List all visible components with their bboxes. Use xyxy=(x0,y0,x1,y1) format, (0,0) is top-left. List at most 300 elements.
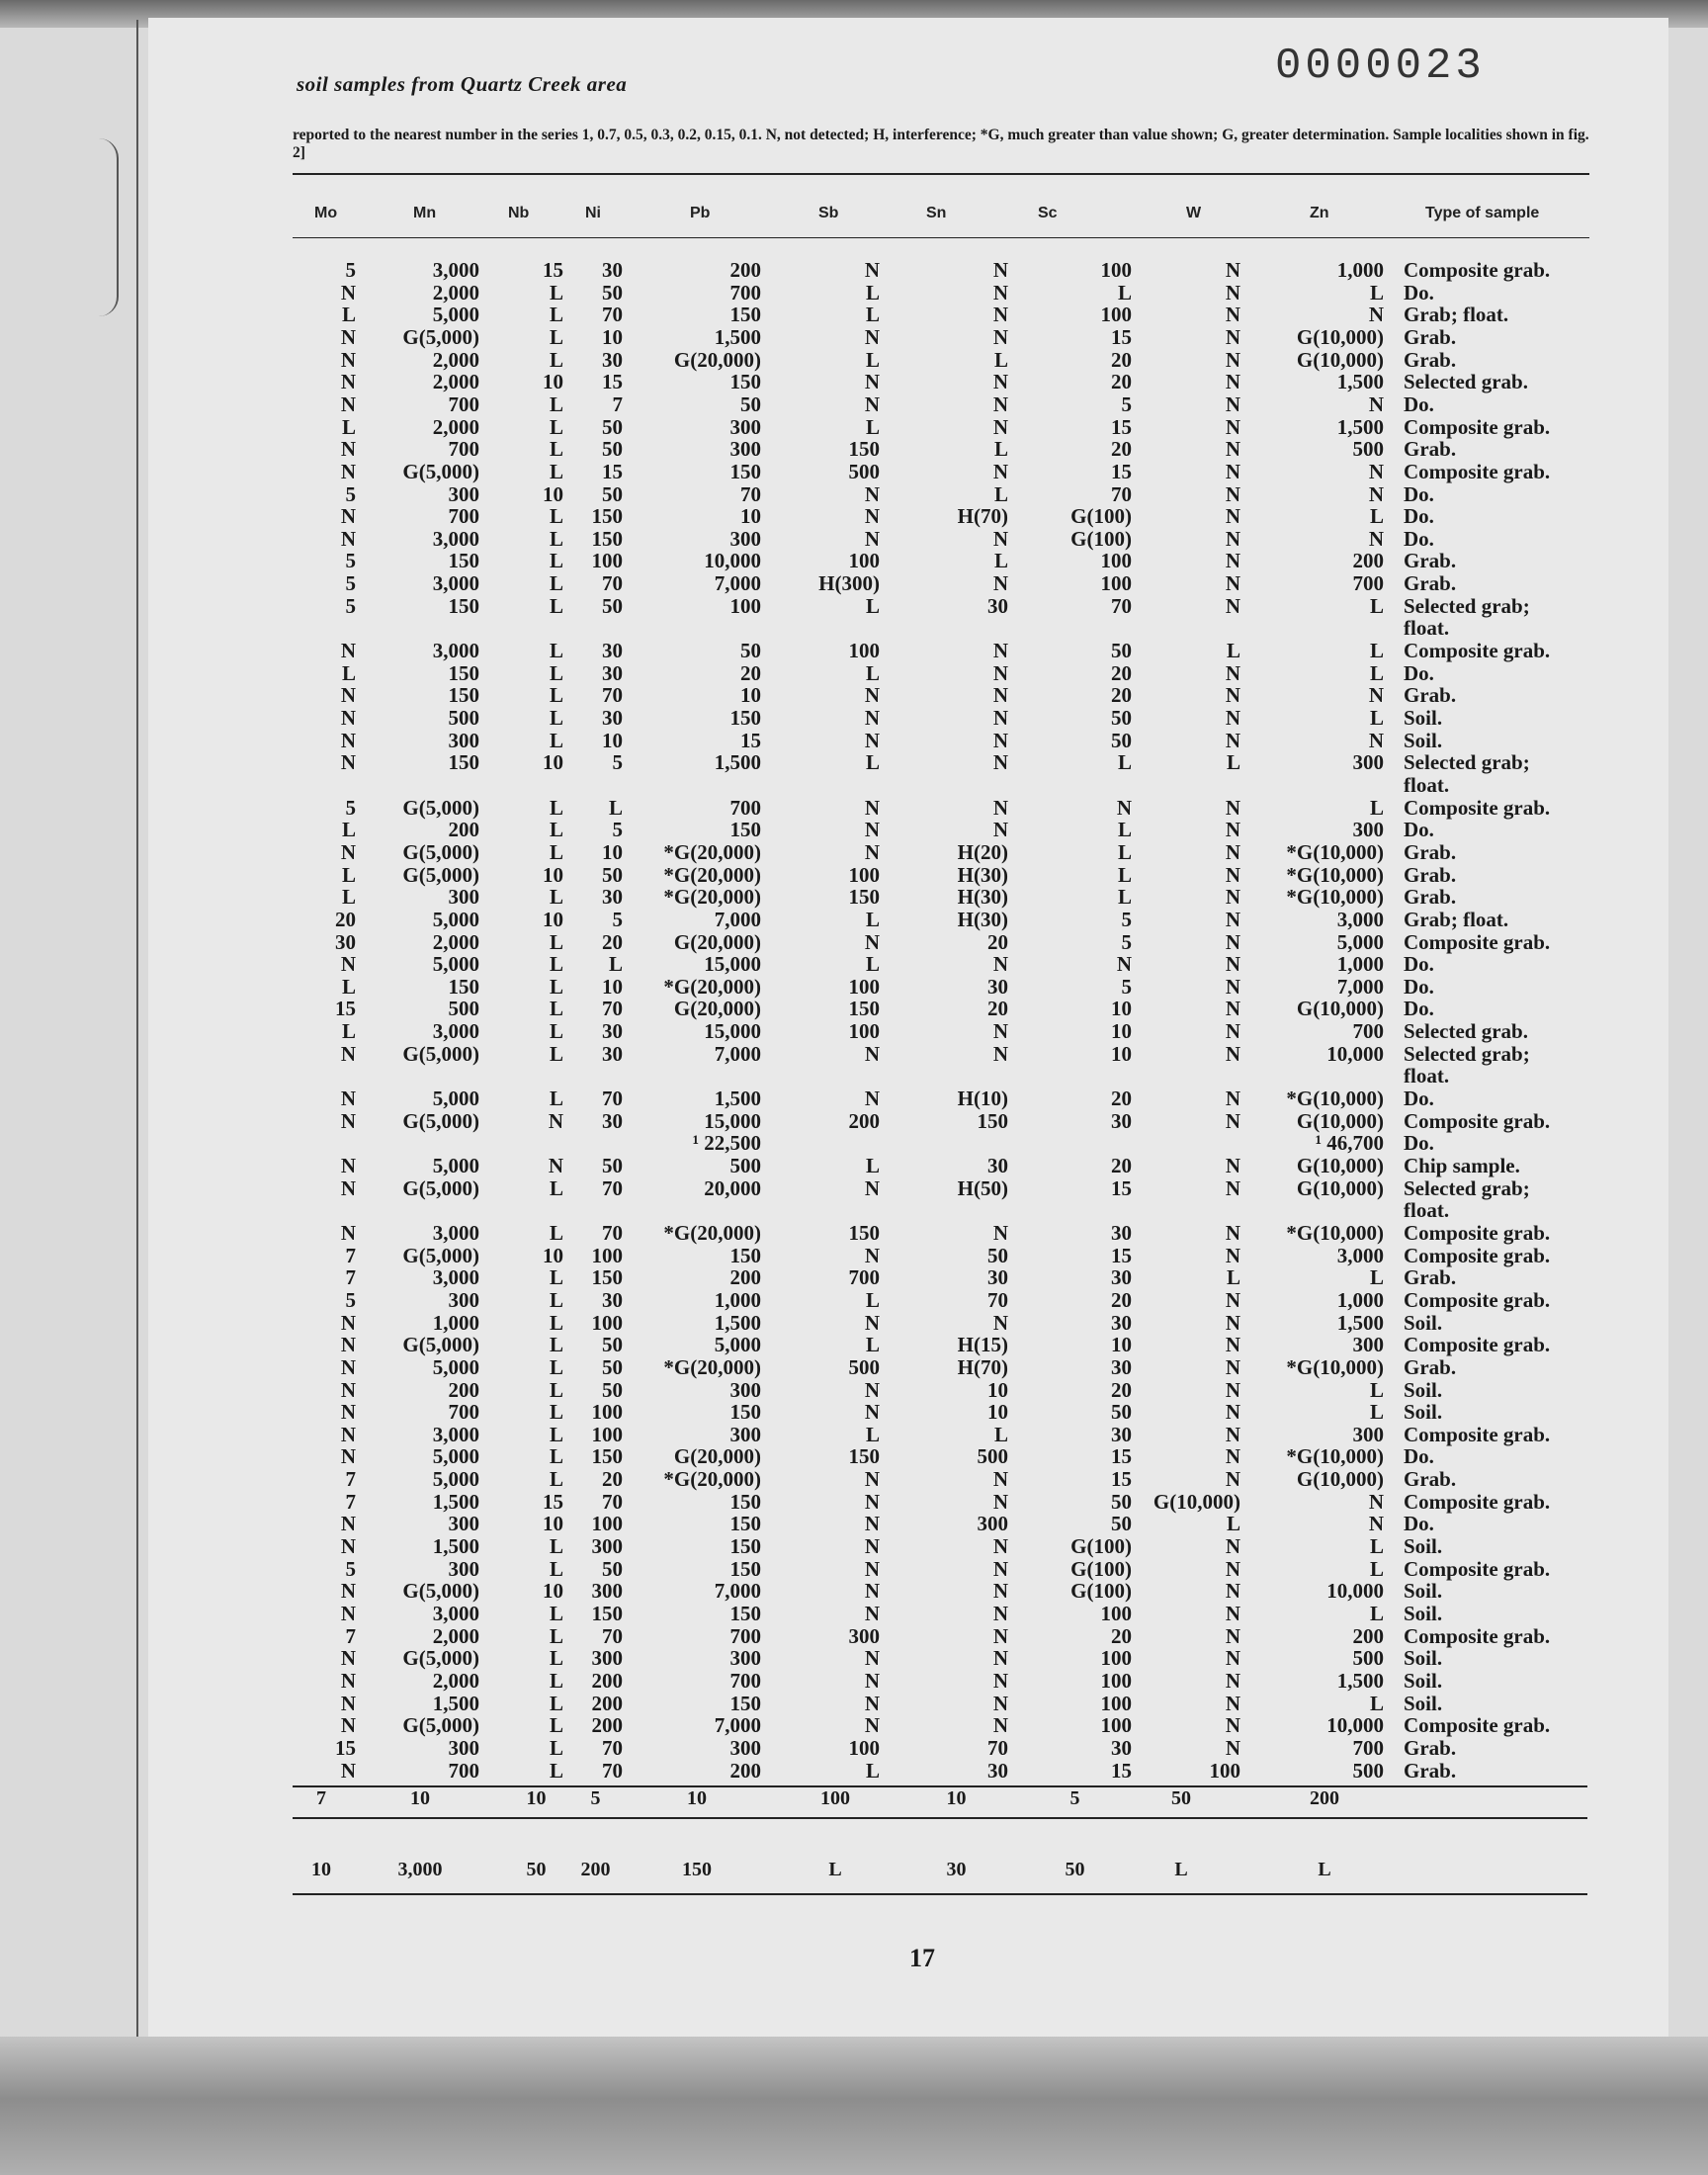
cell-sn: N xyxy=(992,281,1008,304)
cell-sn: N xyxy=(992,706,1008,730)
cell-sn: N xyxy=(992,1557,1008,1581)
cell-mo: N xyxy=(340,325,356,349)
cell-zn: N xyxy=(1368,729,1384,752)
cell-w: N xyxy=(1225,1154,1240,1177)
cell-nb: L xyxy=(549,1602,563,1625)
cell-w: N xyxy=(1225,885,1240,909)
cell-mn: G(5,000) xyxy=(402,1244,479,1267)
cell-sc: 30 xyxy=(1111,1311,1132,1335)
cell-mo: N xyxy=(340,750,356,774)
cell-sc: G(100) xyxy=(1070,1557,1132,1581)
cell-sb: 200 xyxy=(848,1109,880,1133)
cell-zn: N xyxy=(1368,392,1384,416)
cell-nb: L xyxy=(549,460,563,483)
cell-sc: 50 xyxy=(1111,639,1132,662)
cell-nb: 10 xyxy=(543,908,563,931)
table-row xyxy=(0,1445,1708,1467)
cell-ni: 30 xyxy=(602,885,623,909)
cell-nb: L xyxy=(549,796,563,820)
cell-w: N xyxy=(1225,1646,1240,1670)
cell-sc: 5 xyxy=(1069,1787,1080,1809)
cell-sn: N xyxy=(992,460,1008,483)
cell-w: N xyxy=(1225,460,1240,483)
cell-sn: N xyxy=(992,303,1008,326)
cell-mo: 7 xyxy=(316,1787,326,1809)
cell-mo: N xyxy=(340,527,356,551)
cell-mn: 300 xyxy=(448,1557,479,1581)
table-row xyxy=(0,1132,1708,1154)
cell-sc: L xyxy=(1117,281,1132,304)
cell-nb: L xyxy=(549,1736,563,1760)
cell-type-of-sample: Soil. xyxy=(1404,1534,1443,1558)
cell-mo: N xyxy=(340,1512,356,1535)
cell-pb: 5,000 xyxy=(714,1333,761,1356)
cell-sn: N xyxy=(992,1311,1008,1335)
cell-zn: 1,000 xyxy=(1336,952,1384,976)
cell-sb: 100 xyxy=(848,1019,880,1043)
cell-ni: 20 xyxy=(602,1467,623,1491)
cell-nb: L xyxy=(549,1087,563,1110)
cell-mn: 1,500 xyxy=(432,1692,479,1715)
cell-sb: N xyxy=(864,683,880,707)
document-number: 0000023 xyxy=(1275,42,1486,91)
table-row xyxy=(0,1312,1708,1334)
table-row xyxy=(0,998,1708,1019)
cell-mo: N xyxy=(340,952,356,976)
rule-top xyxy=(293,173,1589,175)
cell-zn: 200 xyxy=(1352,549,1384,572)
cell-w: N xyxy=(1225,549,1240,572)
cell-mo: N xyxy=(340,1378,356,1402)
cell-sn: H(15) xyxy=(957,1333,1008,1356)
cell-sb: N xyxy=(864,818,880,841)
cell-mo: L xyxy=(341,303,356,326)
cell-sn: N xyxy=(992,729,1008,752)
cell-w: N xyxy=(1225,281,1240,304)
cell-ni: 5 xyxy=(590,1787,601,1809)
cell-zn: 200 xyxy=(1352,1624,1384,1648)
cell-mo: N xyxy=(340,1579,356,1603)
column-header-mn: Mn xyxy=(413,205,437,221)
cell-type-of-sample: Do. xyxy=(1404,1512,1434,1535)
cell-mn: 3,000 xyxy=(432,1221,479,1245)
cell-sn: N xyxy=(992,683,1008,707)
cell-mn: 5,000 xyxy=(432,1355,479,1379)
table-row xyxy=(0,774,1708,796)
cell-nb: 10 xyxy=(543,1579,563,1603)
cell-sn: 70 xyxy=(987,1288,1008,1312)
cell-type-of-sample: Soil. xyxy=(1404,1602,1443,1625)
cell-w: N xyxy=(1225,1176,1240,1200)
cell-nb: L xyxy=(549,1713,563,1737)
cell-nb: 10 xyxy=(543,750,563,774)
cell-type-of-sample: Grab; float. xyxy=(1404,908,1509,931)
cell-mo: 7 xyxy=(345,1467,356,1491)
cell-pb: 300 xyxy=(729,1378,761,1402)
cell-mo: N xyxy=(340,1692,356,1715)
cell-type-of-sample: Grab. xyxy=(1404,348,1457,372)
cell-nb: L xyxy=(549,504,563,528)
cell-sb: N xyxy=(864,1176,880,1200)
cell-type-of-sample: Do. xyxy=(1404,1444,1434,1468)
cell-w: N xyxy=(1225,594,1240,618)
cell-sc: 20 xyxy=(1111,661,1132,685)
cell-type-of-sample: Composite grab. xyxy=(1404,1624,1551,1648)
cell-ni: 30 xyxy=(602,1109,623,1133)
cell-nb: L xyxy=(549,1355,563,1379)
table-row xyxy=(0,416,1708,438)
cell-nb: L xyxy=(549,1467,563,1491)
cell-sb: N xyxy=(864,729,880,752)
cell-pb: 150 xyxy=(729,1557,761,1581)
table-row xyxy=(0,730,1708,751)
cell-zn: 500 xyxy=(1352,1646,1384,1670)
cell-type-of-sample: Grab. xyxy=(1404,885,1457,909)
cell-pb: *G(20,000) xyxy=(663,1221,761,1245)
table-row xyxy=(0,1266,1708,1288)
cell-w: N xyxy=(1225,661,1240,685)
cell-sc: 15 xyxy=(1111,1176,1132,1200)
table-row xyxy=(0,1289,1708,1311)
cell-zn: G(10,000) xyxy=(1296,1467,1384,1491)
cell-zn: L xyxy=(1369,594,1384,618)
cell-mo: 30 xyxy=(335,930,356,954)
cell-pb: 15 xyxy=(740,729,761,752)
cell-sb: N xyxy=(864,1378,880,1402)
cell-sc: 50 xyxy=(1111,1512,1132,1535)
cell-type-of-sample: Composite grab. xyxy=(1404,1288,1551,1312)
cell-zn: 1,500 xyxy=(1336,370,1384,393)
cell-type-of-sample: Composite grab. xyxy=(1404,930,1551,954)
cell-zn: L xyxy=(1369,706,1384,730)
cell-mn: 2,000 xyxy=(432,415,479,439)
cell-sb: N xyxy=(864,1692,880,1715)
cell-type-of-sample: Composite grab. xyxy=(1404,1423,1551,1446)
cell-sc: 20 xyxy=(1111,1087,1132,1110)
cell-zn: 1,500 xyxy=(1336,1311,1384,1335)
scan-bottom-edge xyxy=(0,2037,1708,2175)
cell-mn: 300 xyxy=(448,885,479,909)
cell-nb: L xyxy=(549,1557,563,1581)
cell-sn: 30 xyxy=(987,1759,1008,1783)
cell-mn: 5,000 xyxy=(432,952,479,976)
cell-ni: L xyxy=(608,952,623,976)
cell-sc: 50 xyxy=(1065,1859,1085,1880)
cell-sb: 150 xyxy=(848,1221,880,1245)
cell-mn: G(5,000) xyxy=(402,1042,479,1066)
cell-mo: 5 xyxy=(345,796,356,820)
cell-pb: 300 xyxy=(729,1736,761,1760)
cell-nb: L xyxy=(549,1378,563,1402)
cell-zn: N xyxy=(1368,527,1384,551)
cell-sn: H(20) xyxy=(957,840,1008,864)
cell-w: N xyxy=(1225,930,1240,954)
cell-ni: 70 xyxy=(602,303,623,326)
cell-pb: 200 xyxy=(729,1265,761,1289)
cell-mo: N xyxy=(340,460,356,483)
cell-sb: 100 xyxy=(848,639,880,662)
cell-zn: G(10,000) xyxy=(1296,325,1384,349)
table-row xyxy=(0,1625,1708,1647)
cell-nb: L xyxy=(549,1423,563,1446)
cell-sc: 5 xyxy=(1121,975,1132,999)
cell-sb: 100 xyxy=(848,549,880,572)
cell-ni: 50 xyxy=(602,863,623,887)
cell-ni: 30 xyxy=(602,258,623,282)
cell-zn: L xyxy=(1369,1602,1384,1625)
cell-sb: N xyxy=(864,840,880,864)
cell-pb: 10,000 xyxy=(704,549,761,572)
cell-nb: N xyxy=(548,1154,563,1177)
cell-pb: 150 xyxy=(729,303,761,326)
cell-nb: 50 xyxy=(526,1859,547,1880)
cell-mo: 15 xyxy=(335,1736,356,1760)
cell-zn: *G(10,000) xyxy=(1286,840,1384,864)
cell-sn: N xyxy=(992,258,1008,282)
cell-ni: 15 xyxy=(602,370,623,393)
table-row xyxy=(0,1580,1708,1602)
cell-sc: 20 xyxy=(1111,437,1132,461)
cell-sb: N xyxy=(864,1534,880,1558)
table-row xyxy=(0,304,1708,325)
cell-type-of-sample: Chip sample. xyxy=(1404,1154,1520,1177)
cell-sb: L xyxy=(865,1154,880,1177)
cell-ni: 150 xyxy=(591,527,623,551)
cell-w: N xyxy=(1225,863,1240,887)
cell-sn: N xyxy=(992,1579,1008,1603)
table-row xyxy=(0,1177,1708,1199)
cell-ni: 150 xyxy=(591,1265,623,1289)
cell-mn: 1,000 xyxy=(432,1311,479,1335)
cell-type-of-sample: Grab. xyxy=(1404,437,1457,461)
cell-mn: 150 xyxy=(448,975,479,999)
cell-ni: 200 xyxy=(591,1692,623,1715)
cell-sn: N xyxy=(992,1534,1008,1558)
cell-type-of-sample: Composite grab. xyxy=(1404,415,1551,439)
cell-nb: L xyxy=(549,1444,563,1468)
cell-sn: N xyxy=(992,1713,1008,1737)
cell-nb: L xyxy=(549,930,563,954)
cell-zn: 500 xyxy=(1352,1759,1384,1783)
cell-zn: L xyxy=(1369,504,1384,528)
cell-pb: 700 xyxy=(729,1669,761,1693)
cell-sc: 50 xyxy=(1111,706,1132,730)
table-row xyxy=(0,1043,1708,1065)
cell-nb: L xyxy=(549,1288,563,1312)
cell-mo: 5 xyxy=(345,258,356,282)
cell-w: N xyxy=(1225,908,1240,931)
page-number: 17 xyxy=(909,1944,935,1972)
cell-sn: 30 xyxy=(987,1265,1008,1289)
table-title: soil samples from Quartz Creek area xyxy=(297,72,628,96)
cell-sn: 10 xyxy=(987,1378,1008,1402)
cell-sn: N xyxy=(992,392,1008,416)
cell-ni: L xyxy=(608,796,623,820)
cell-ni: 70 xyxy=(602,1624,623,1648)
cell-w: N xyxy=(1225,1423,1240,1446)
cell-zn: *G(10,000) xyxy=(1286,863,1384,887)
cell-zn: N xyxy=(1368,303,1384,326)
table-row xyxy=(0,505,1708,527)
cell-mo: L xyxy=(341,415,356,439)
cell-sb: N xyxy=(864,1602,880,1625)
cell-zn: *G(10,000) xyxy=(1286,1087,1384,1110)
cell-w: N xyxy=(1225,975,1240,999)
cell-sc: 20 xyxy=(1111,1378,1132,1402)
cell-ni: 70 xyxy=(602,1759,623,1783)
cell-nb: L xyxy=(549,975,563,999)
cell-sc: 30 xyxy=(1111,1109,1132,1133)
cell-mo: N xyxy=(340,1534,356,1558)
cell-sc: 50 xyxy=(1111,729,1132,752)
cell-pb: 10 xyxy=(740,683,761,707)
cell-mo: L xyxy=(341,1019,356,1043)
cell-type-of-sample: Composite grab. xyxy=(1404,1713,1551,1737)
cell-w: N xyxy=(1225,303,1240,326)
cell-mn: 2,000 xyxy=(432,370,479,393)
cell-sn: H(30) xyxy=(957,908,1008,931)
cell-mn: 5,000 xyxy=(432,1154,479,1177)
cell-type-of-sample: Grab. xyxy=(1404,1265,1457,1289)
cell-zn: 3,000 xyxy=(1336,1244,1384,1267)
cell-w: N xyxy=(1225,392,1240,416)
cell-w: N xyxy=(1225,706,1240,730)
table-row xyxy=(0,640,1708,661)
cell-nb: 10 xyxy=(526,1787,547,1809)
cell-mo: N xyxy=(340,370,356,393)
cell-mo: 7 xyxy=(345,1265,356,1289)
cell-sn: N xyxy=(992,796,1008,820)
cell-mo: 5 xyxy=(345,1557,356,1581)
cell-sc: N xyxy=(1116,796,1132,820)
cell-nb: N xyxy=(548,1109,563,1133)
cell-mo: N xyxy=(340,639,356,662)
cell-nb: L xyxy=(549,1221,563,1245)
cell-sb: N xyxy=(864,1087,880,1110)
cell-mn: 700 xyxy=(448,504,479,528)
cell-w: N xyxy=(1225,796,1240,820)
cell-pb: 200 xyxy=(729,258,761,282)
cell-pb: 150 xyxy=(729,818,761,841)
cell-sc: 30 xyxy=(1111,1423,1132,1446)
table-row xyxy=(0,1468,1708,1490)
table-row xyxy=(0,550,1708,571)
cell-ni: 50 xyxy=(602,1333,623,1356)
cell-zn: L xyxy=(1369,639,1384,662)
cell-sc: 30 xyxy=(1111,1265,1132,1289)
cell-sb: 500 xyxy=(848,460,880,483)
cell-w: N xyxy=(1225,1311,1240,1335)
cell-zn: *G(10,000) xyxy=(1286,1355,1384,1379)
cell-mo: N xyxy=(340,348,356,372)
cell-zn: 1,000 xyxy=(1336,258,1384,282)
cell-w: N xyxy=(1225,1378,1240,1402)
cell-zn: L xyxy=(1369,1378,1384,1402)
cell-nb: L xyxy=(549,639,563,662)
cell-sn: L xyxy=(993,482,1008,506)
cell-mo: 7 xyxy=(345,1244,356,1267)
cell-ni: 300 xyxy=(591,1534,623,1558)
cell-nb: L xyxy=(549,729,563,752)
cell-mo: N xyxy=(340,1355,356,1379)
cell-sc: 100 xyxy=(1100,1713,1132,1737)
cell-sc: 10 xyxy=(1111,1042,1132,1066)
cell-nb: L xyxy=(549,1042,563,1066)
cell-pb: 50 xyxy=(740,639,761,662)
cell-sn: H(10) xyxy=(957,1087,1008,1110)
cell-type-of-sample: Grab. xyxy=(1404,863,1457,887)
cell-w: L xyxy=(1226,1265,1240,1289)
cell-w: N xyxy=(1225,952,1240,976)
cell-zn: L xyxy=(1369,281,1384,304)
cell-ni: 150 xyxy=(591,1602,623,1625)
table-row xyxy=(0,1647,1708,1669)
cell-type-of-sample: Do. xyxy=(1404,952,1434,976)
cell-sb: N xyxy=(864,1557,880,1581)
cell-pb: 1,500 xyxy=(714,325,761,349)
table-row xyxy=(0,931,1708,953)
cell-mn: G(5,000) xyxy=(402,796,479,820)
cell-pb: 150 xyxy=(729,370,761,393)
cell-nb: L xyxy=(549,325,563,349)
cell-sn: N xyxy=(992,370,1008,393)
cell-sc: 100 xyxy=(1100,549,1132,572)
cell-mn: G(5,000) xyxy=(402,1109,479,1133)
cell-mn: 3,000 xyxy=(432,258,479,282)
cell-ni: 100 xyxy=(591,1512,623,1535)
cell-mn: 200 xyxy=(448,818,479,841)
cell-sc: 100 xyxy=(1100,303,1132,326)
cell-mo: N xyxy=(340,1087,356,1110)
table-row xyxy=(0,259,1708,281)
cell-sn: N xyxy=(992,1467,1008,1491)
cell-mn: 5,000 xyxy=(432,908,479,931)
cell-sb: N xyxy=(864,392,880,416)
cell-type-of-sample: Soil. xyxy=(1404,1400,1443,1424)
cell-mn: G(5,000) xyxy=(402,863,479,887)
cell-ni: 50 xyxy=(602,1378,623,1402)
cell-w: L xyxy=(1226,639,1240,662)
cell-ni: 50 xyxy=(602,1557,623,1581)
cell-sb: N xyxy=(864,1400,880,1424)
table-row xyxy=(0,1245,1708,1266)
cell-w: N xyxy=(1225,527,1240,551)
cell-type-of-sample: Selected grab; xyxy=(1404,750,1530,774)
cell-pb: 200 xyxy=(729,1759,761,1783)
cell-ni: 150 xyxy=(591,1444,623,1468)
cell-w: N xyxy=(1225,1736,1240,1760)
cell-sc: G(100) xyxy=(1070,504,1132,528)
cell-sc: 30 xyxy=(1111,1221,1132,1245)
cell-sc: G(100) xyxy=(1070,527,1132,551)
cell-sc: 100 xyxy=(1100,258,1132,282)
cell-sb: L xyxy=(865,1333,880,1356)
cell-mn: 2,000 xyxy=(432,348,479,372)
cell-mo: 5 xyxy=(345,1288,356,1312)
cell-sb: L xyxy=(865,303,880,326)
cell-ni: 10 xyxy=(602,840,623,864)
cell-type-of-sample: Soil. xyxy=(1404,1579,1443,1603)
cell-ni: 30 xyxy=(602,661,623,685)
cell-w: N xyxy=(1225,415,1240,439)
cell-mo: N xyxy=(340,1713,356,1737)
table-row xyxy=(0,1379,1708,1401)
cell-sc: 50 xyxy=(1111,1400,1132,1424)
cell-sb: N xyxy=(864,370,880,393)
cell-pb: 150 xyxy=(729,1400,761,1424)
cell-ni: 30 xyxy=(602,1042,623,1066)
cell-pb: ¹ 22,500 xyxy=(692,1131,761,1155)
